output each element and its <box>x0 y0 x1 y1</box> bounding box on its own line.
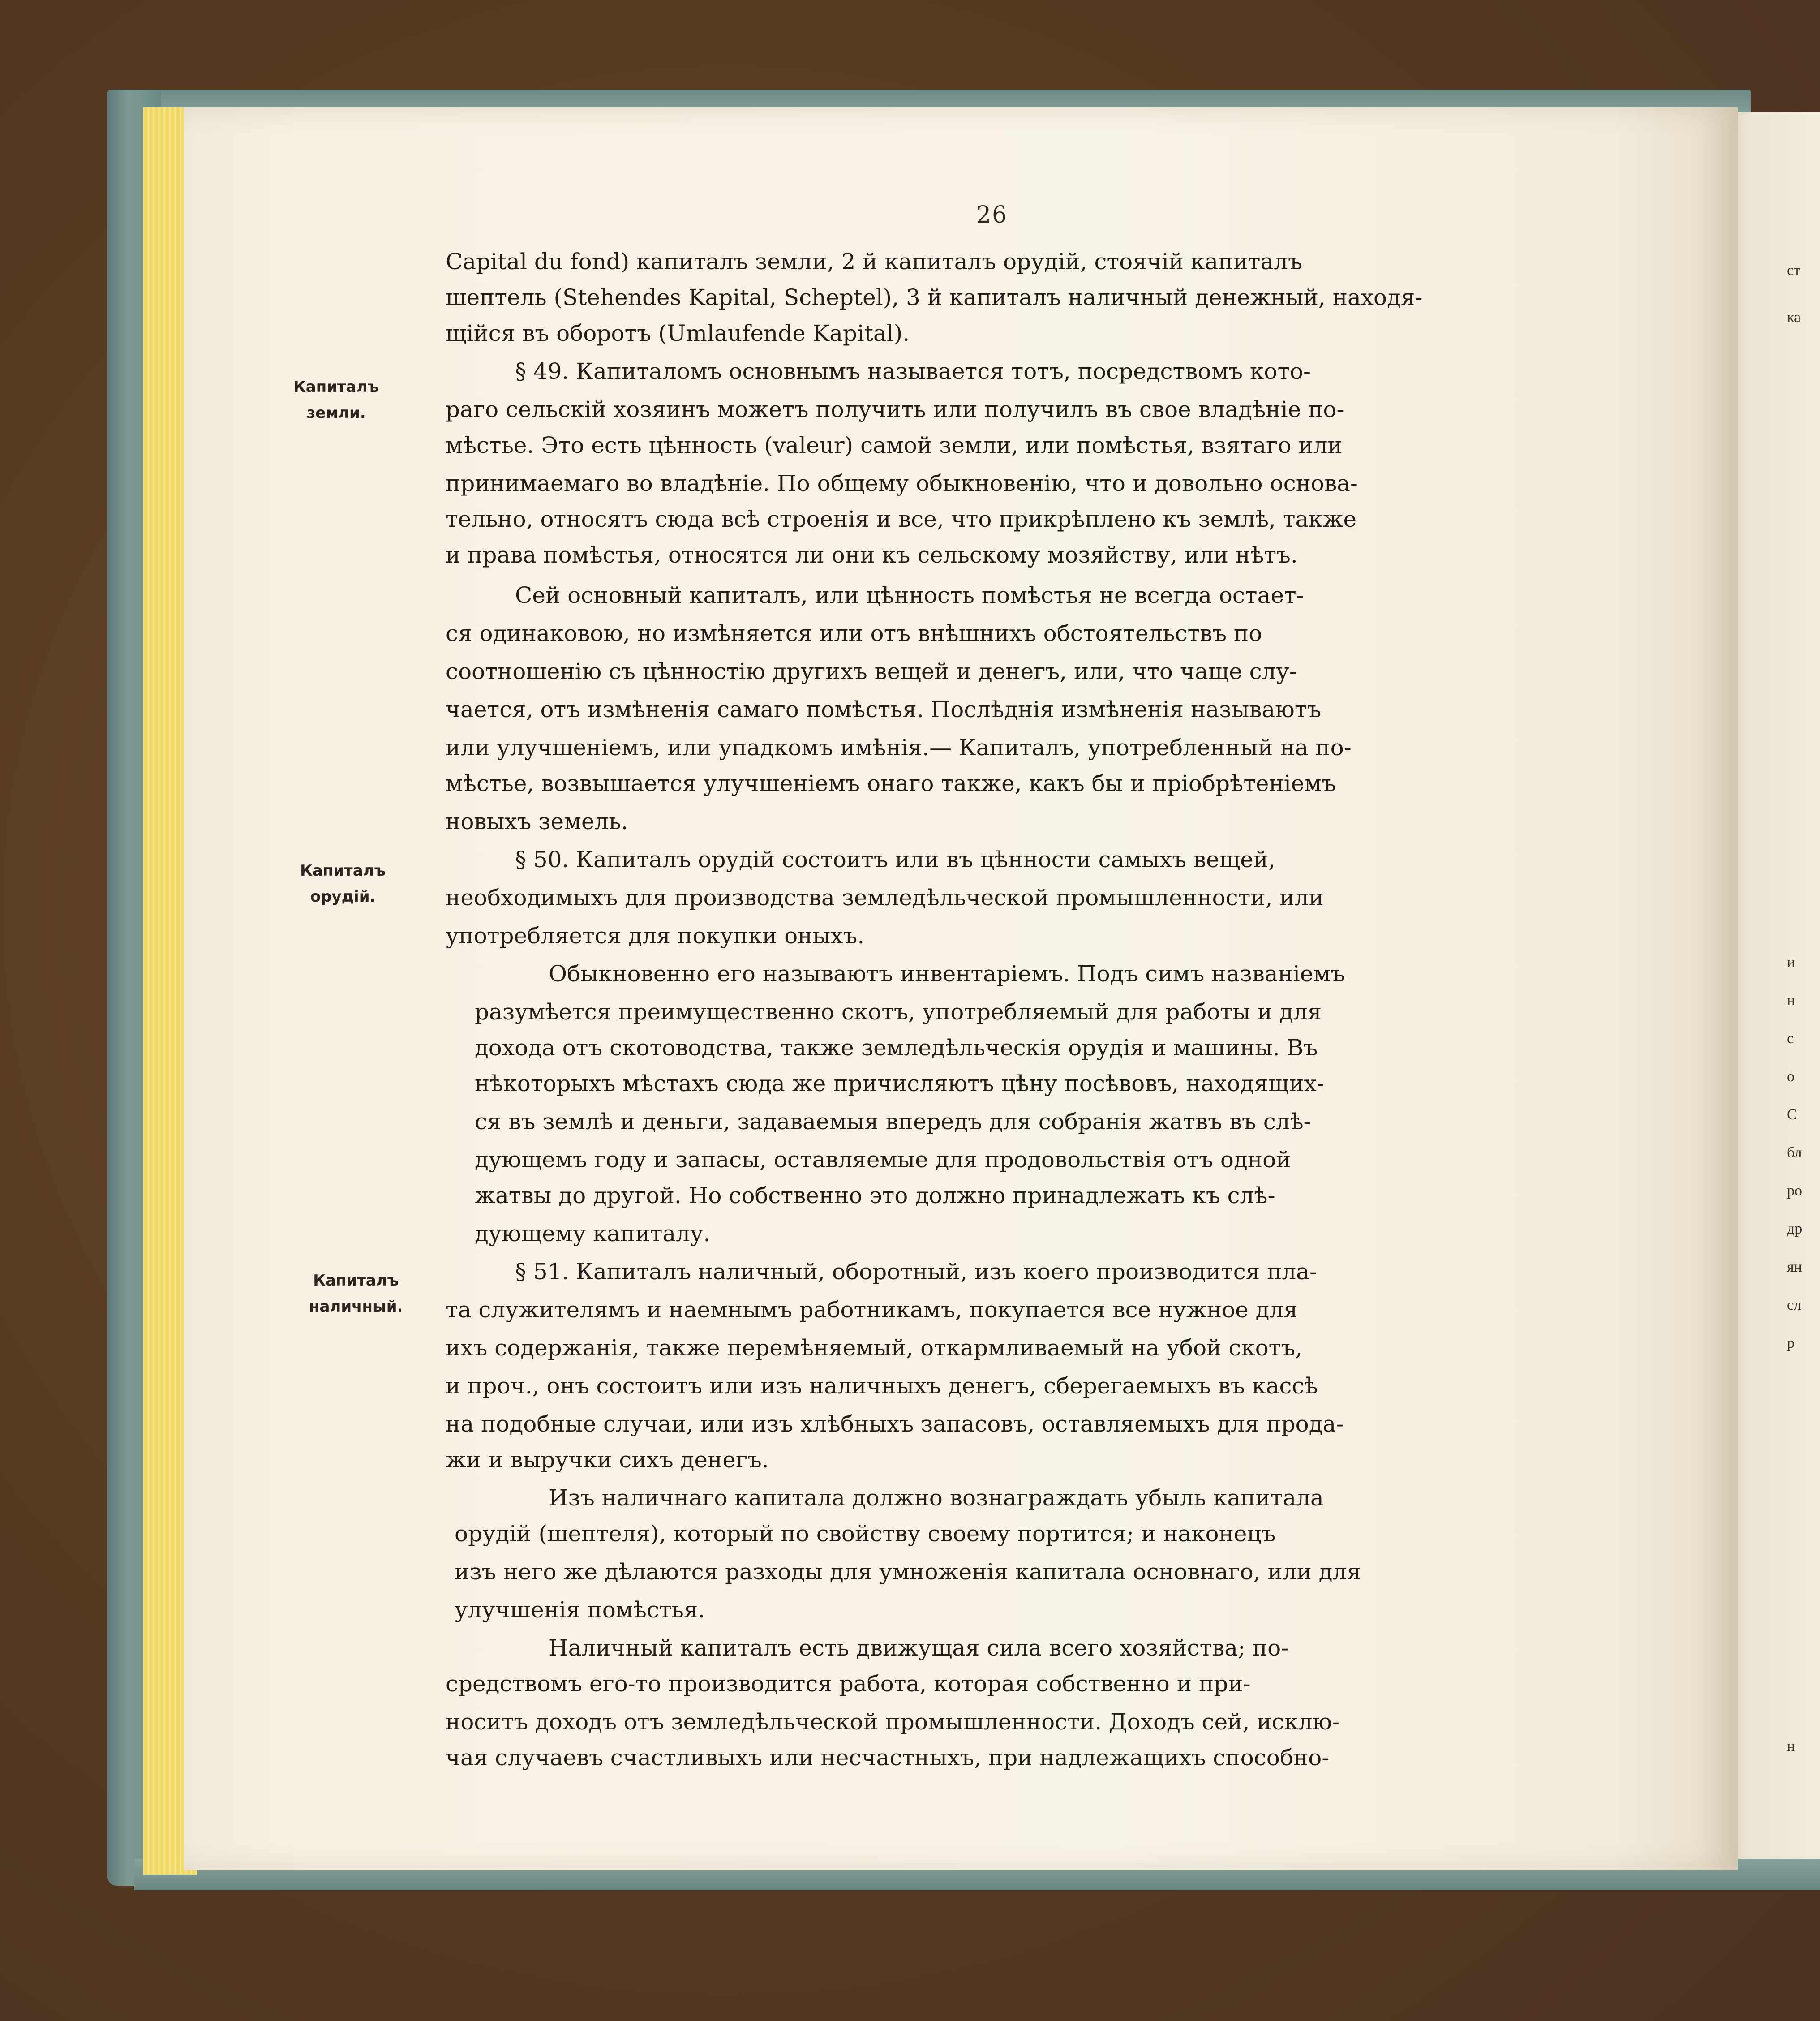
text-line: употребляется для покупки оныхъ. <box>446 923 865 949</box>
text-line: принимаемаго во владѣніе. По общему обыкновенію, что и довольно основа- <box>446 470 1358 496</box>
margin-note-line: Капиталъ <box>293 378 379 396</box>
text-line: средствомъ его-то производится работа, которая собственно и при- <box>446 1671 1251 1697</box>
next-page-fragment: и <box>1787 954 1795 971</box>
margin-note-line: наличный. <box>309 1298 403 1316</box>
text-line: орудій (шептеля), который по свойству своему портится; и наконецъ <box>455 1521 1276 1547</box>
next-page-fragment: о <box>1787 1068 1794 1085</box>
text-line: дохода отъ скотоводства, также земледѣльческія орудія и машины. Въ <box>475 1035 1318 1061</box>
text-line: жи и выручки сихъ денегъ. <box>446 1447 769 1473</box>
text-line: щійся въ оборотъ (Umlaufende Kapital). <box>446 320 910 346</box>
text-line: ся одинаковою, но измѣняется или отъ внѣшнихъ обстоятельствъ по <box>446 620 1262 646</box>
margin-note-line: земли. <box>306 404 366 422</box>
text-line: § 50. Капиталъ орудій состоитъ или въ цѣнности самыхъ вещей, <box>515 847 1276 873</box>
text-line: мѣстье, возвышается улучшеніемъ онаго также, какъ бы и пріобрѣтеніемъ <box>446 770 1336 796</box>
text-line: шептель (Stehendes Kapital, Scheptel), 3 й капиталъ наличный денежный, находя- <box>446 284 1423 310</box>
text-line: ся въ землѣ и деньги, задаваемыя впередъ для собранія жатвъ въ слѣ- <box>475 1109 1311 1135</box>
page-number: 26 <box>976 202 1008 228</box>
text-line: Изъ наличнаго капитала должно вознаграждать убыль капитала <box>549 1485 1324 1511</box>
text-line: ихъ содержанія, также перемѣняемый, откармливаемый на убой скотъ, <box>446 1335 1303 1361</box>
text-line: Capital du fond) капиталъ земли, 2 й капиталъ орудій, стоячій капиталъ <box>446 249 1302 275</box>
text-line: Обыкновенно его называютъ инвентаріемъ. Подъ симъ названіемъ <box>549 961 1345 987</box>
margin-note-cash-capital <box>309 1268 403 1320</box>
next-page-fragment: р <box>1787 1335 1794 1351</box>
text-line: Сей основный капиталъ, или цѣнность помѣстья не всегда остает- <box>515 582 1304 608</box>
text-line: соотношенію съ цѣнностію другихъ вещей и денегъ, или, что чаще слу- <box>446 658 1297 684</box>
next-page-fragment: С <box>1787 1106 1797 1123</box>
text-line: и права помѣстья, относятся ли они къ сельскому мозяйству, или нѣтъ. <box>446 542 1298 568</box>
next-page-fragment: с <box>1787 1030 1794 1047</box>
text-line: чая случаевъ счастливыхъ или несчастныхъ, при надлежащихъ способно- <box>446 1745 1330 1771</box>
text-line: и проч., онъ состоитъ или изъ наличныхъ денегъ, сберегаемыхъ въ кассѣ <box>446 1373 1318 1399</box>
next-page-fragment: н <box>1787 1738 1795 1754</box>
margin-note-line: Капиталъ <box>313 1272 399 1290</box>
next-page-fragment: сл <box>1787 1297 1802 1313</box>
margin-note-line: Капиталъ <box>300 862 386 880</box>
text-line: улучшенія помѣстья. <box>455 1597 705 1623</box>
margin-note-land-capital <box>293 374 379 426</box>
next-page-fragment: ян <box>1787 1259 1802 1275</box>
text-line: на подобные случаи, или изъ хлѣбныхъ запасовъ, оставляемыхъ для прода- <box>446 1411 1344 1437</box>
text-line: изъ него же дѣлаются разходы для умноженія капитала основнаго, или для <box>455 1559 1361 1585</box>
text-line: § 51. Капиталъ наличный, оборотный, изъ коего производится пла- <box>515 1259 1317 1285</box>
text-line: тельно, относятъ сюда всѣ строенія и все, что прикрѣплено къ землѣ, также <box>446 506 1357 532</box>
text-line: дующемъ году и запасы, оставляемые для продовольствія отъ одной <box>475 1147 1291 1173</box>
text-line: разумѣется преимущественно скотъ, употребляемый для работы и для <box>475 999 1322 1025</box>
text-line: мѣстье. Это есть цѣнность (valeur) самой земли, или помѣстья, взятаго или <box>446 432 1343 458</box>
text-line: необходимыхъ для производства земледѣльческой промышленности, или <box>446 885 1324 911</box>
text-line: раго сельскій хозяинъ можетъ получить или получилъ въ свое владѣніе по- <box>446 396 1344 422</box>
text-line: § 49. Капиталомъ основнымъ называется тотъ, посредствомъ кото- <box>515 358 1311 384</box>
text-line: Наличный капиталъ есть движущая сила всего хозяйства; по- <box>549 1635 1289 1661</box>
next-page-fragment: ст <box>1787 262 1800 279</box>
text-line: или улучшеніемъ, или упадкомъ имѣнія.— Капиталъ, употребленный на по- <box>446 735 1352 761</box>
next-page-fragment: бл <box>1787 1144 1802 1161</box>
text-line: чается, отъ измѣненія самаго помѣстья. Послѣднія измѣненія называютъ <box>446 697 1322 722</box>
text-line: жатвы до другой. Но собственно это должно принадлежать къ слѣ- <box>475 1182 1275 1208</box>
next-page-fragment: ка <box>1787 309 1801 326</box>
margin-note-tools-capital <box>300 858 386 910</box>
margin-note-line: орудій. <box>310 888 376 906</box>
text-line: новыхъ земель. <box>446 808 628 834</box>
text-line: носитъ доходъ отъ земледѣльческой промышленности. Доходъ сей, исклю- <box>446 1709 1340 1735</box>
next-page-fragment: н <box>1787 992 1795 1009</box>
text-line: та служителямъ и наемнымъ работникамъ, покупается все нужное для <box>446 1297 1298 1323</box>
next-page-fragment: ро <box>1787 1182 1802 1199</box>
text-line: дующему капиталу. <box>475 1221 711 1247</box>
text-line: нѣкоторыхъ мѣстахъ сюда же причисляютъ цѣну посѣвовъ, находящих- <box>475 1071 1324 1096</box>
next-page-fragment: др <box>1787 1221 1803 1237</box>
